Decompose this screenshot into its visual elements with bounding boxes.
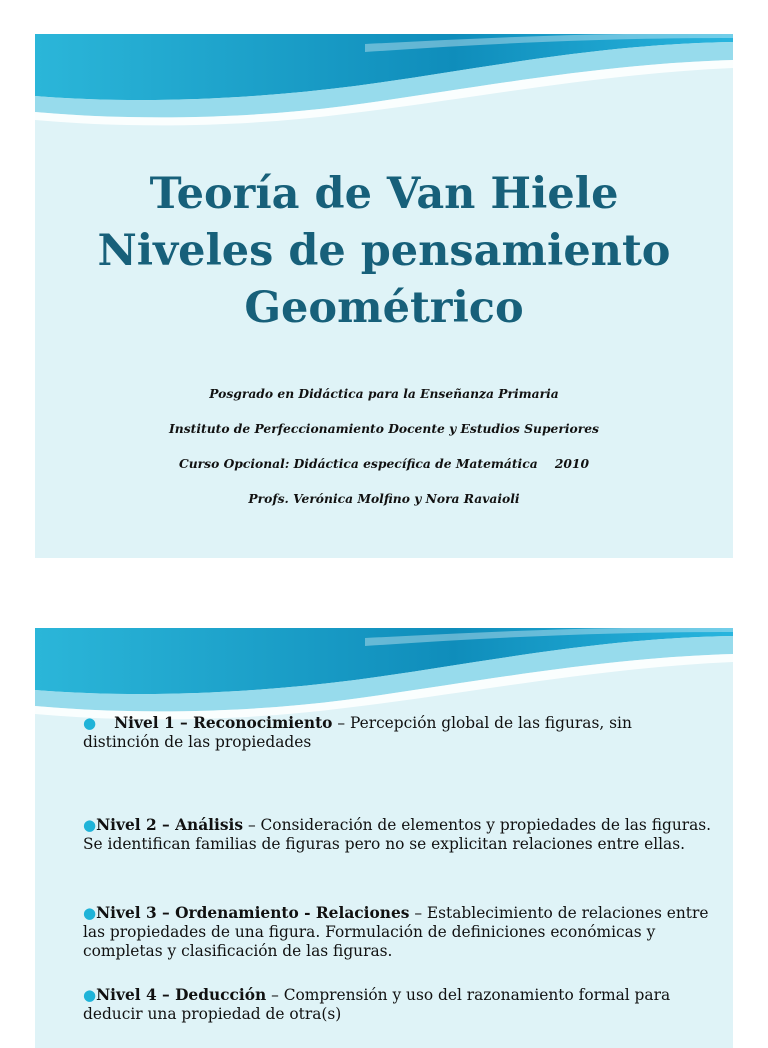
level-description: Percepción global de las figuras, sin distinción de las propiedades xyxy=(83,714,632,751)
title-line: Teoría de Van Hiele xyxy=(149,169,619,219)
title-slide xyxy=(35,34,733,558)
bullet-icon: ● xyxy=(83,714,97,732)
level-item xyxy=(83,816,713,854)
title-line: Niveles de pensamiento xyxy=(97,226,671,276)
level-separator: – xyxy=(409,904,427,922)
slide-title xyxy=(35,166,733,337)
program-line: Posgrado en Didáctica para la Enseñanza Primaria xyxy=(209,386,559,401)
level-item xyxy=(83,986,713,1024)
bullet-icon: ● xyxy=(83,986,97,1004)
level-description: Establecimiento de relaciones entre las propiedades de una figura. Formulación de definiciones económicas y completas y clasificación de las figuras. xyxy=(83,904,709,960)
title-line: Geométrico xyxy=(244,283,524,333)
level-description: Comprensión y uso del razonamiento formal para deducir una propiedad de otra(s) xyxy=(83,986,671,1023)
level-separator: – xyxy=(332,714,350,732)
level-name: Nivel 2 – Análisis xyxy=(96,816,244,834)
level-name: Nivel 3 – Ordenamiento - Relaciones xyxy=(96,904,410,922)
level-item xyxy=(83,714,713,752)
levels-slide xyxy=(35,628,733,1048)
wave-header-decoration xyxy=(35,34,733,144)
professors-line: Profs. Verónica Molfino y Nora Ravaioli xyxy=(248,491,520,506)
level-separator: – xyxy=(243,816,261,834)
bullet-icon: ● xyxy=(83,904,97,922)
level-separator: – xyxy=(266,986,284,1004)
level-name: Nivel 4 – Deducción xyxy=(96,986,267,1004)
level-name: Nivel 1 – Reconocimiento xyxy=(114,714,333,732)
level-description: Consideración de elementos y propiedades de las figuras. Se identifican familias de figuras pero no se explicitan relaciones entre ellas. xyxy=(83,816,712,853)
institute-line: Instituto de Perfeccionamiento Docente y Estudios Superiores xyxy=(169,421,599,436)
course-line: Curso Opcional: Didáctica específica de Matemática 2010 xyxy=(178,456,590,471)
bullet-icon: ● xyxy=(83,816,97,834)
subtitle-block xyxy=(35,383,733,523)
level-item xyxy=(83,904,713,961)
